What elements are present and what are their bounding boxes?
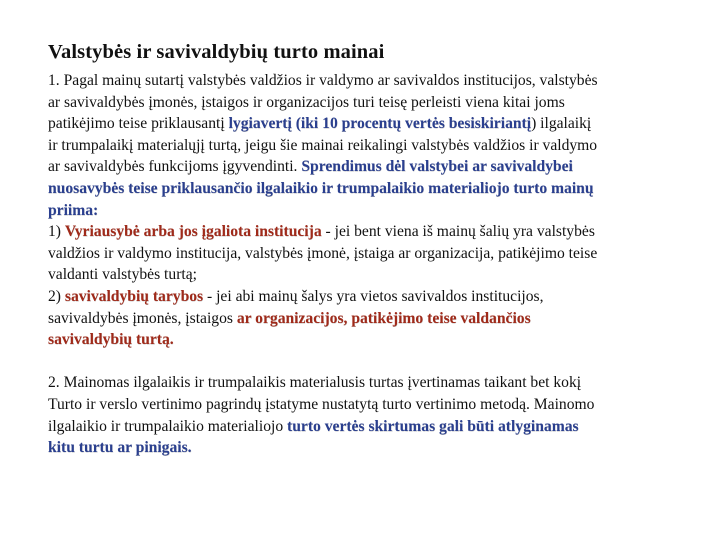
paragraph-2-line-3 [48, 416, 680, 438]
paragraph-1-line-12 [48, 308, 680, 330]
paragraph-1-line-8 [48, 221, 680, 243]
text-run: 2) [48, 287, 65, 305]
paragraph-1-line-6: nuosavybės teise priklausančio ilgalaikio ir trumpalaikio materialiojo turto mainų [48, 179, 594, 197]
paragraph-1-line-4: ir trumpalaikį materialųjį turtą, jeigu šie mainai reikalingi valstybės valdžios ir valdymo [48, 136, 598, 154]
emphasis-government: Vyriausybė arba jos įgaliota institucija [64, 223, 322, 241]
emphasis-organizations: ar organizacijos, patikėjimo teise valdančios [236, 309, 531, 327]
paragraph-1-line-13: savivaldybių turtą. [48, 331, 174, 349]
paragraph-gap [48, 351, 680, 373]
text-run: ) ilgalaikį [531, 115, 592, 133]
text-run: - jei abi mainų šalys yra vietos savivaldos institucijos, [203, 287, 544, 305]
paragraph-1-line-10: valdanti valstybės turtą; [48, 266, 197, 284]
emphasis-equivalent-value: lygiavertį (iki 10 procentų vertės besiskiriantį [228, 115, 532, 133]
text-run: ar savivaldybės funkcijoms įgyvendinti. [48, 158, 302, 176]
emphasis-decisions: Sprendimus dėl valstybei ar savivaldybei [301, 158, 573, 176]
text-run: - jei bent viena iš mainų šalių yra valstybės [321, 223, 595, 241]
paragraph-2-line-2: Turto ir verslo vertinimo pagrindų įstatyme nustatytą turto vertinimo metodą. Mainomo [48, 395, 595, 413]
paragraph-1-line-7: priima: [48, 201, 99, 219]
text-run: savivaldybės įmonės, įstaigos [48, 309, 237, 327]
text-run: 1) [48, 223, 65, 241]
paragraph-2-line-4: kitu turtu ar pinigais. [48, 439, 192, 457]
paragraph-1-line-5 [48, 156, 680, 178]
paragraph-1-line-2: ar savivaldybės įmonės, įstaigos ir organizacijos turi teisę perleisti viena kitai joms [48, 93, 565, 111]
slide-title: Valstybės ir savivaldybių turto mainai [48, 41, 385, 63]
paragraph-1-line-3 [48, 113, 680, 135]
emphasis-municipal-councils: savivaldybių tarybos [64, 287, 204, 305]
paragraph-1-line-1: 1. Pagal mainų sutartį valstybės valdžios ir valdymo ar savivaldos institucijos, valstybės [48, 72, 598, 89]
paragraph-1-line-9: valdžios ir valdymo institucija, valstybės įmonė, įstaiga ar organizacija, patikėjimo teise [48, 244, 598, 262]
text-run: ilgalaikio ir trumpalaikio materialiojo [48, 417, 288, 435]
emphasis-value-difference: turto vertės skirtumas gali būti atlyginamas [287, 417, 579, 435]
paragraph-2-line-1: 2. Mainomas ilgalaikis ir trumpalaikis materialusis turtas įvertinamas taikant bet kokį [48, 374, 582, 392]
text-run: patikėjimo teise priklausantį [48, 115, 229, 133]
paragraph-1-line-11 [48, 286, 680, 308]
slide-body [48, 70, 680, 459]
